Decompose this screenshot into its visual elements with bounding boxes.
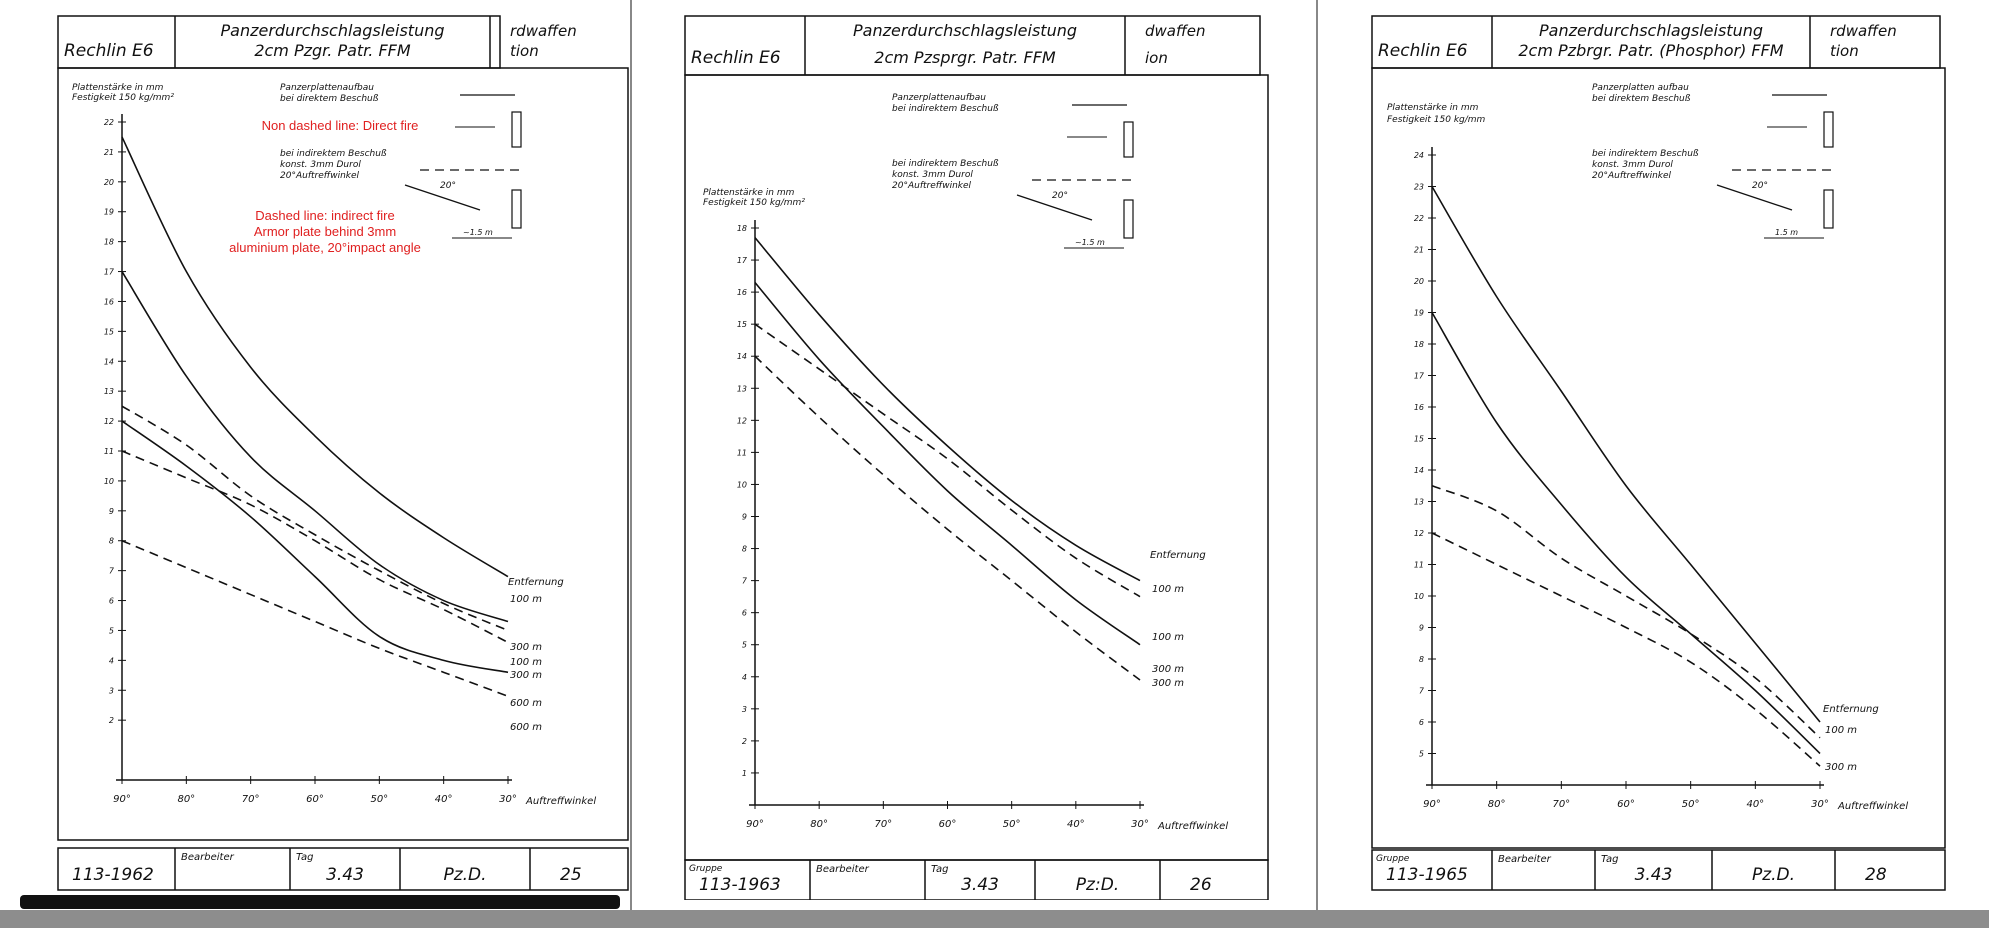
header-right-bottom: tion: [1830, 42, 1859, 60]
y-tick-label: 20: [1413, 277, 1424, 286]
header-place: Rechlin E6: [691, 48, 781, 68]
y-tick-label: 18: [103, 237, 114, 247]
y-tick-label: 5: [108, 626, 114, 636]
x-tick-label: 90°: [746, 819, 764, 830]
y-tick-label: 6: [1418, 718, 1424, 727]
y-tick-label: 10: [736, 480, 747, 490]
y-tick-label: 18: [1413, 340, 1424, 349]
series-end-label: 100 m: [510, 594, 543, 605]
annotation-dashed: [205, 208, 445, 256]
legend-distance: ~1.5 m: [1075, 238, 1105, 247]
y-axis-label-line2: Festigkeit 150 kg/mm²: [703, 198, 805, 208]
y-tick-label: 14: [736, 352, 747, 362]
legend-plate-direct: [1824, 112, 1833, 147]
legend-angle: 20°: [440, 181, 456, 191]
series-line: [122, 451, 508, 642]
legend-title: Entfernung: [508, 577, 564, 588]
legend-angle: 20°: [1752, 181, 1768, 191]
y-tick-label: 9: [1418, 623, 1424, 633]
y-tick-label: 15: [103, 327, 114, 337]
header-right-bottom: tion: [510, 42, 539, 60]
y-tick-label: 23: [1413, 182, 1424, 192]
y-tick-label: 12: [1413, 529, 1424, 538]
y-tick-label: 14: [103, 357, 114, 367]
x-tick-label: 30°: [499, 794, 517, 805]
header-place: Rechlin E6: [64, 41, 154, 61]
footer-group: 113-1963: [699, 875, 781, 895]
footer-date-label: Tag: [1601, 854, 1619, 865]
series-line: [1432, 187, 1820, 723]
header-place: Rechlin E6: [1378, 41, 1468, 61]
y-tick-label: 12: [736, 416, 747, 426]
x-tick-label: 60°: [306, 794, 324, 805]
y-tick-label: 17: [736, 256, 747, 266]
footer-dept: Pz.D.: [443, 865, 487, 885]
y-tick-label: 15: [1413, 434, 1424, 444]
y-tick-label: 17: [1413, 371, 1424, 381]
divider: [1316, 0, 1318, 928]
x-tick-label: 80°: [177, 794, 196, 805]
header-right-top: rdwaffen: [510, 22, 577, 40]
y-axis-label-line2: Festigkeit 150 kg/mm²: [72, 93, 174, 103]
y-tick-label: 21: [103, 147, 114, 157]
footer-date: 3.43: [961, 875, 999, 895]
y-tick-label: 3: [108, 686, 114, 696]
legend-title: Entfernung: [1823, 704, 1879, 715]
legend-heading: Panzerplattenaufbau: [280, 83, 374, 93]
y-tick-label: 14: [1413, 466, 1424, 475]
legend-plate-direct: [1124, 122, 1133, 157]
y-tick-label: 19: [1413, 308, 1424, 318]
y-tick-label: 9: [108, 506, 114, 516]
legend-plate-indirect: [1124, 200, 1133, 238]
header-right-bottom: ion: [1145, 49, 1168, 67]
x-tick-label: 50°: [1002, 819, 1021, 830]
legend-heading: Panzerplattenaufbau: [892, 93, 986, 103]
footer-editor-label: Bearbeiter: [816, 864, 869, 875]
y-tick-label: 16: [1413, 403, 1424, 412]
y-tick-label: 1: [741, 768, 747, 778]
series-end-label: 300 m: [1152, 664, 1185, 675]
series-line: [122, 541, 508, 697]
x-tick-label: 40°: [434, 794, 453, 805]
legend-angle: 20°: [1052, 191, 1068, 201]
header-right-top: rdwaffen: [1830, 22, 1897, 40]
series-end-label: 100 m: [510, 657, 543, 668]
y-tick-label: 7: [741, 576, 747, 586]
series-line: [122, 272, 508, 622]
y-tick-label: 2: [108, 716, 114, 726]
chart-3: [1320, 0, 1989, 900]
y-tick-label: 24: [1413, 151, 1424, 160]
x-tick-label: 60°: [938, 819, 957, 830]
annotation-dashed-line2: Armor plate behind 3mm: [253, 224, 397, 239]
x-tick-label: 40°: [1746, 799, 1765, 810]
y-tick-label: 20: [103, 177, 114, 187]
series-line: [122, 421, 508, 672]
y-axis-label-line1: Plattenstärke in mm: [703, 188, 795, 198]
x-tick-label: 90°: [113, 794, 131, 805]
footer-date: 3.43: [326, 865, 364, 885]
legend-direct: bei direktem Beschuß: [1592, 94, 1691, 104]
series-end-label: 100 m: [1825, 725, 1858, 736]
footer-editor-label: Bearbeiter: [1498, 854, 1551, 865]
y-tick-label: 4: [108, 656, 114, 666]
footer-date-label: Tag: [296, 852, 314, 863]
y-tick-label: 13: [103, 387, 114, 397]
series-end-label: 600 m: [510, 698, 543, 709]
series-line: [122, 406, 508, 630]
annotation-dashed-line1: Dashed line: indirect fire: [255, 208, 395, 223]
legend-direct: bei direktem Beschuß: [280, 94, 379, 104]
x-tick-label: 70°: [874, 819, 893, 830]
x-tick-label: 30°: [1811, 799, 1829, 810]
footer-group: 113-1962: [72, 865, 154, 885]
legend-plate-direct: [512, 112, 521, 147]
x-axis-label: Auftreffwinkel: [1838, 801, 1909, 812]
y-tick-label: 8: [741, 544, 747, 554]
y-tick-label: 12: [103, 417, 114, 427]
header-right-top: dwaffen: [1145, 22, 1206, 40]
legend-indirect-2: konst. 3mm Durol: [892, 170, 973, 180]
footer-date-label: Tag: [931, 864, 949, 875]
y-tick-label: 22: [1413, 214, 1424, 223]
footer-page: 28: [1865, 865, 1887, 885]
series-end-label: 100 m: [1152, 584, 1185, 595]
footer-dept: Pz:D.: [1075, 875, 1120, 895]
series-end-label: 600 m: [510, 722, 543, 733]
x-tick-label: 40°: [1066, 819, 1085, 830]
header-title: Panzerdurchschlagsleistung: [852, 21, 1078, 40]
x-tick-label: 90°: [1423, 799, 1441, 810]
x-tick-label: 70°: [241, 794, 260, 805]
y-tick-label: 7: [1418, 686, 1424, 696]
series-end-label: 300 m: [1152, 678, 1185, 689]
y-tick-label: 5: [1418, 749, 1424, 759]
y-tick-label: 13: [1413, 497, 1424, 507]
legend-distance: ~1.5 m: [463, 228, 493, 237]
x-tick-label: 50°: [370, 794, 389, 805]
x-axis-label: Auftreffwinkel: [526, 796, 597, 807]
y-tick-label: 19: [103, 207, 114, 217]
y-tick-label: 18: [736, 224, 747, 233]
divider: [630, 0, 632, 928]
y-tick-label: 15: [736, 320, 747, 330]
legend-indirect-2: konst. 3mm Durol: [1592, 160, 1673, 170]
y-tick-label: 10: [103, 476, 114, 486]
y-tick-label: 7: [108, 566, 114, 576]
header-subtitle: 2cm Pzsprgr. Patr. FFM: [874, 48, 1056, 67]
y-tick-label: 5: [741, 640, 747, 650]
series-line: [1432, 313, 1820, 754]
y-tick-label: 4: [741, 672, 747, 682]
footer-date: 3.43: [1634, 865, 1673, 885]
series-line: [755, 282, 1140, 644]
chart-frame: [1372, 68, 1945, 848]
y-tick-label: 16: [103, 297, 114, 307]
legend-direct: bei indirektem Beschuß: [892, 104, 999, 114]
x-axis-label: Auftreffwinkel: [1158, 821, 1229, 832]
x-tick-label: 70°: [1552, 799, 1571, 810]
y-tick-label: 3: [741, 704, 747, 714]
footer-group: 113-1965: [1386, 865, 1468, 885]
series-end-label: 300 m: [510, 642, 543, 653]
y-tick-label: 16: [736, 288, 747, 298]
x-tick-label: 30°: [1131, 819, 1149, 830]
x-tick-label: 60°: [1617, 799, 1635, 810]
y-tick-label: 6: [108, 596, 114, 606]
series-line: [755, 356, 1140, 680]
y-tick-label: 8: [108, 536, 114, 546]
y-tick-label: 17: [103, 267, 114, 277]
legend-indirect-3: 20°Auftreffwinkel: [280, 171, 360, 181]
x-tick-label: 50°: [1681, 799, 1700, 810]
header-subtitle: 2cm Pzgr. Patr. FFM: [254, 41, 411, 60]
header-title: Panzerdurchschlagsleistung: [1538, 21, 1764, 40]
y-tick-label: 8: [1418, 655, 1424, 664]
legend-indirect-3: 20°Auftreffwinkel: [892, 181, 972, 191]
y-axis-label-line1: Plattenstärke in mm: [72, 83, 164, 93]
y-axis-label-line1: Plattenstärke in mm: [1387, 103, 1479, 113]
legend-indirect-1: bei indirektem Beschuß: [892, 159, 999, 169]
y-tick-label: 22: [103, 118, 114, 127]
series-line: [755, 324, 1140, 596]
header-subtitle: 2cm Pzbrgr. Patr. (Phosphor) FFM: [1518, 41, 1784, 60]
header-title: Panzerdurchschlagsleistung: [220, 21, 445, 40]
legend-indirect-1: bei indirektem Beschuß: [1592, 149, 1699, 159]
y-tick-label: 6: [741, 608, 747, 618]
y-tick-label: 21: [1413, 245, 1424, 255]
legend-title: Entfernung: [1150, 550, 1206, 561]
legend-indirect-1: bei indirektem Beschuß: [280, 149, 387, 159]
series-line: [1432, 533, 1820, 766]
legend-indirect-2: konst. 3mm Durol: [280, 160, 361, 170]
y-tick-label: 9: [741, 512, 747, 522]
footer-page: 26: [1190, 875, 1212, 895]
y-tick-label: 11: [1413, 560, 1424, 570]
y-tick-label: 13: [736, 384, 747, 394]
footer-group-label: Gruppe: [1376, 854, 1410, 864]
bottom-bar: [0, 910, 1989, 928]
chart-1: [0, 0, 630, 900]
x-tick-label: 80°: [810, 819, 829, 830]
series-end-label: 100 m: [1152, 632, 1185, 643]
legend-plate-indirect: [1824, 190, 1833, 228]
legend-indirect-3: 20°Auftreffwinkel: [1592, 171, 1672, 181]
legend-heading: Panzerplatten aufbau: [1592, 83, 1689, 93]
series-end-label: 300 m: [1825, 762, 1858, 773]
footer-page: 25: [560, 865, 582, 885]
annotation-dashed-line3: aluminium plate, 20°impact angle: [229, 240, 421, 255]
footer-dept: Pz.D.: [1751, 865, 1796, 885]
footer-group-label: Gruppe: [689, 864, 723, 874]
chart-2: [634, 0, 1294, 900]
y-tick-label: 11: [736, 448, 747, 458]
y-tick-label: 2: [741, 736, 747, 746]
footer-editor-label: Bearbeiter: [181, 852, 234, 863]
series-end-label: 300 m: [510, 670, 543, 681]
y-tick-label: 10: [1413, 592, 1424, 601]
y-tick-label: 11: [103, 447, 114, 456]
series-line: [1432, 486, 1820, 738]
x-tick-label: 80°: [1487, 799, 1506, 810]
legend-distance: 1.5 m: [1775, 228, 1799, 237]
annotation-solid: Non dashed line: Direct fire: [261, 118, 419, 133]
y-axis-label-line2: Festigkeit 150 kg/mm: [1387, 115, 1486, 125]
legend-plate-indirect: [512, 190, 521, 228]
